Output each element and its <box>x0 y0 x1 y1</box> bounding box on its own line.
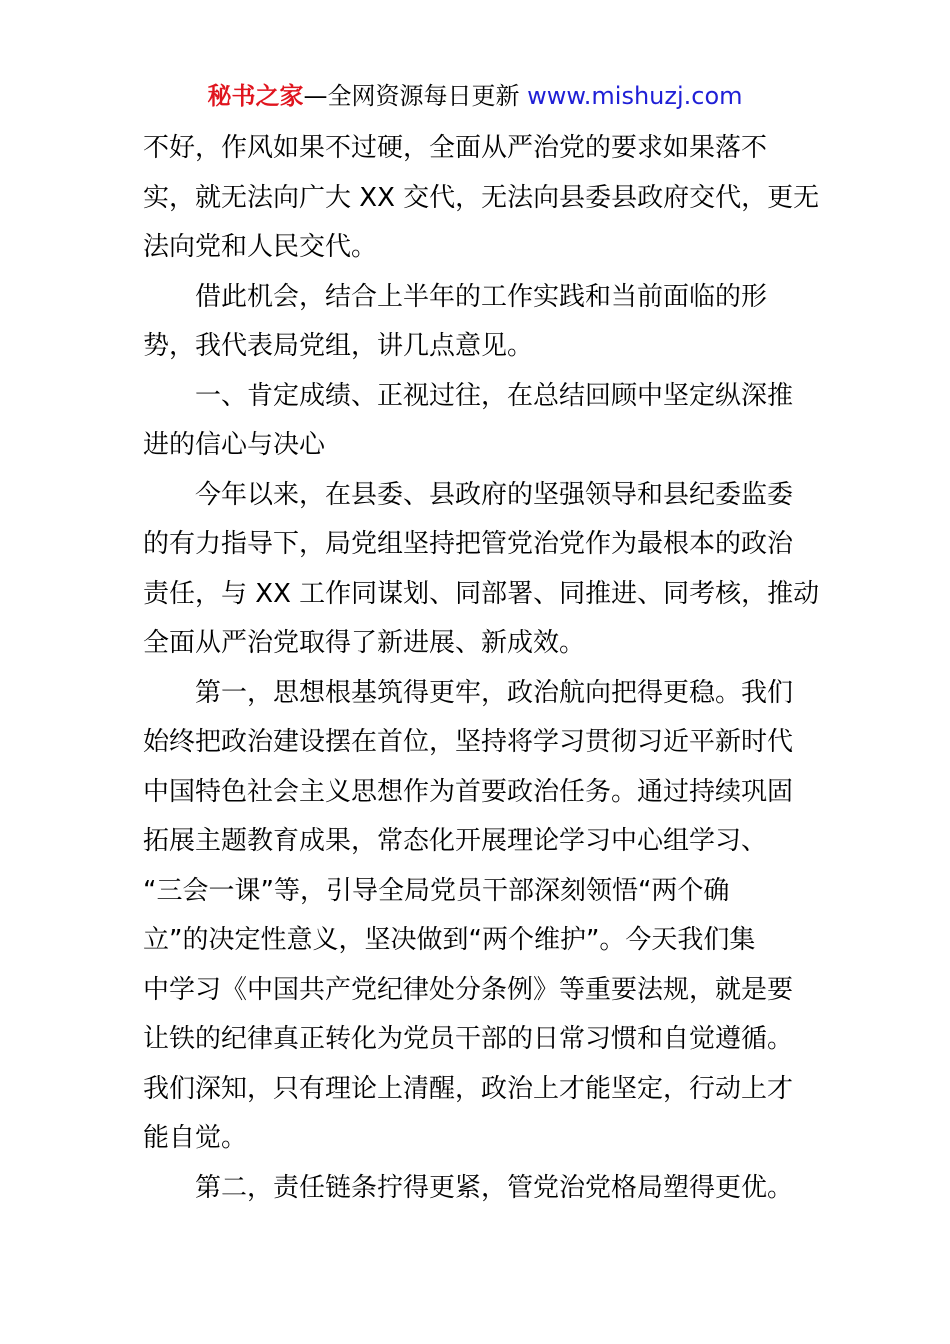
section-heading: 一、肯定成绩、正视过往，在总结回顾中坚定纵深推 <box>195 380 794 411</box>
paragraph-first-line: 第一，思想根基筑得更牢，政治航向把得更稳。我们 <box>195 677 794 708</box>
paragraph-first-line: 今年以来，在县委、县政府的坚强领导和县纪委监委 <box>195 479 794 510</box>
text-line: 立”的决定性意义，坚决做到“两个维护”。今天我们集 <box>143 925 756 955</box>
document-body <box>143 124 820 1213</box>
text-line: 实，就无法向广大 XX 交代，无法向县委县政府交代，更无 <box>143 182 820 213</box>
text-line: 势，我代表局党组，讲几点意见。 <box>143 331 534 361</box>
website-link[interactable]: www.mishuzj.com <box>527 82 743 110</box>
text-line: 的有力指导下，局党组坚持把管党治党作为最根本的政治 <box>143 529 794 559</box>
text-line: 我们深知，只有理论上清醒，政治上才能坚定，行动上才 <box>143 1073 794 1104</box>
text-line: 让铁的纪律真正转化为党员干部的日常习惯和自觉遵循。 <box>143 1024 794 1054</box>
text-line: 拓展主题教育成果，常态化开展理论学习中心组学习、 <box>143 826 768 856</box>
section-heading-continued: 进的信心与决心 <box>143 430 326 460</box>
text-line: 始终把政治建设摆在首位，坚持将学习贯彻习近平新时代 <box>143 727 794 757</box>
text-line: 责任，与 XX 工作同谋划、同部署、同推进、同考核，推动 <box>143 578 820 609</box>
text-line: 中学习《中国共产党纪律处分条例》等重要法规，就是要 <box>143 974 794 1005</box>
text-line: 法向党和人民交代。 <box>143 232 378 262</box>
header-tagline: —全网资源每日更新 <box>303 82 528 110</box>
text-line: 中国特色社会主义思想作为首要政治任务。通过持续巩固 <box>143 776 794 807</box>
text-line: 能自觉。 <box>143 1123 248 1153</box>
text-line: 不好，作风如果不过硬，全面从严治党的要求如果落不 <box>143 133 768 163</box>
paragraph-first-line: 第二，责任链条拧得更紧，管党治党格局塑得更优。 <box>195 1172 794 1203</box>
text-line: 全面从严治党取得了新进展、新成效。 <box>143 628 586 658</box>
paragraph-first-line: 借此机会，结合上半年的工作实践和当前面临的形 <box>195 281 768 312</box>
page-header <box>0 80 950 112</box>
brand-name: 秘书之家 <box>207 82 304 110</box>
text-line: “三会一课”等，引导全局党员干部深刻领悟“两个确 <box>143 875 730 906</box>
